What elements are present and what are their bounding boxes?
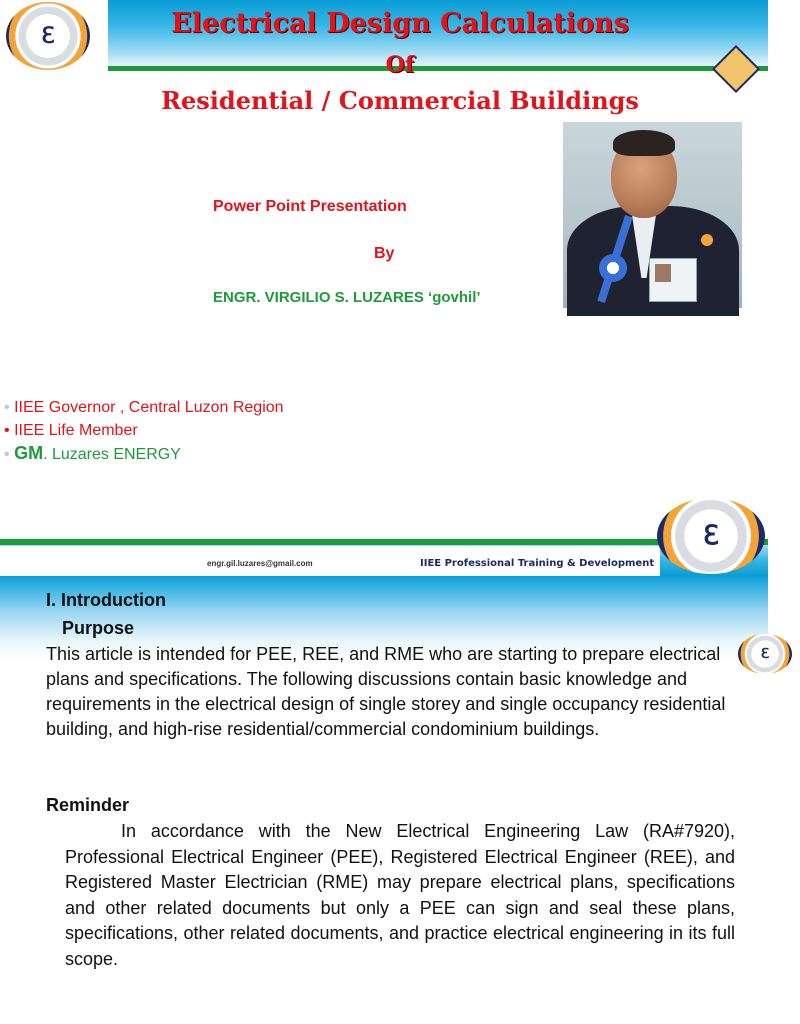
list-item: • IIEE Life Member	[4, 422, 138, 439]
list-item: • IIEE Governor , Central Luzon Region	[4, 399, 284, 416]
by-label: By	[374, 245, 395, 262]
footer-email: engr.gil.luzares@gmail.com	[207, 559, 313, 568]
credentials-list	[4, 396, 284, 466]
author-name: ENGR. VIRGILIO S. LUZARES	[213, 289, 424, 306]
author-photo	[563, 122, 742, 308]
iiee-seal-logo-icon: ℇ	[6, 2, 90, 70]
author-line	[213, 289, 481, 306]
purpose-heading: Purpose	[62, 618, 135, 638]
title-line-2: Of	[385, 52, 415, 78]
section-heading: I. Introduction	[46, 590, 166, 610]
purpose-paragraph: This article is intended for PEE, REE, and RME who are starting to prepare electrical plans and specifications. The following discussions contain basic knowledge and requirements in the electrical design of single storey and single occupancy residential building, and high-rise residential/commercial condominium buildings.	[46, 644, 726, 739]
footer-title: IIEE Professional Training & Development	[420, 558, 655, 569]
iiee-seal-logo-icon: ℇ	[657, 498, 765, 574]
reminder-heading: Reminder	[46, 795, 130, 815]
introduction-slide	[0, 576, 768, 1024]
author-nickname: ‘govhil’	[428, 289, 481, 306]
reminder-paragraph: In accordance with the New Electrical Engineering Law (RA#7920), Professional Electrical Engineer (PEE), Registered Electrical Engineer (REE), and Registered Master Electrician (RME) may prepare electrical plans, specifications and other related documents but only a PEE can sign and seal these plans, specifications, other related documents, and practice electrical engineering in its full scope.	[65, 821, 735, 969]
iiee-seal-logo-icon: ℇ	[738, 634, 792, 674]
presentation-label: Power Point Presentation	[213, 198, 407, 215]
title-line-1: Electrical Design Calculations	[171, 8, 629, 39]
list-item: • GM. Luzares ENERGY	[4, 443, 181, 463]
title-line-3: Residential / Commercial Buildings	[161, 86, 639, 115]
footer-green-stripe	[0, 539, 768, 545]
